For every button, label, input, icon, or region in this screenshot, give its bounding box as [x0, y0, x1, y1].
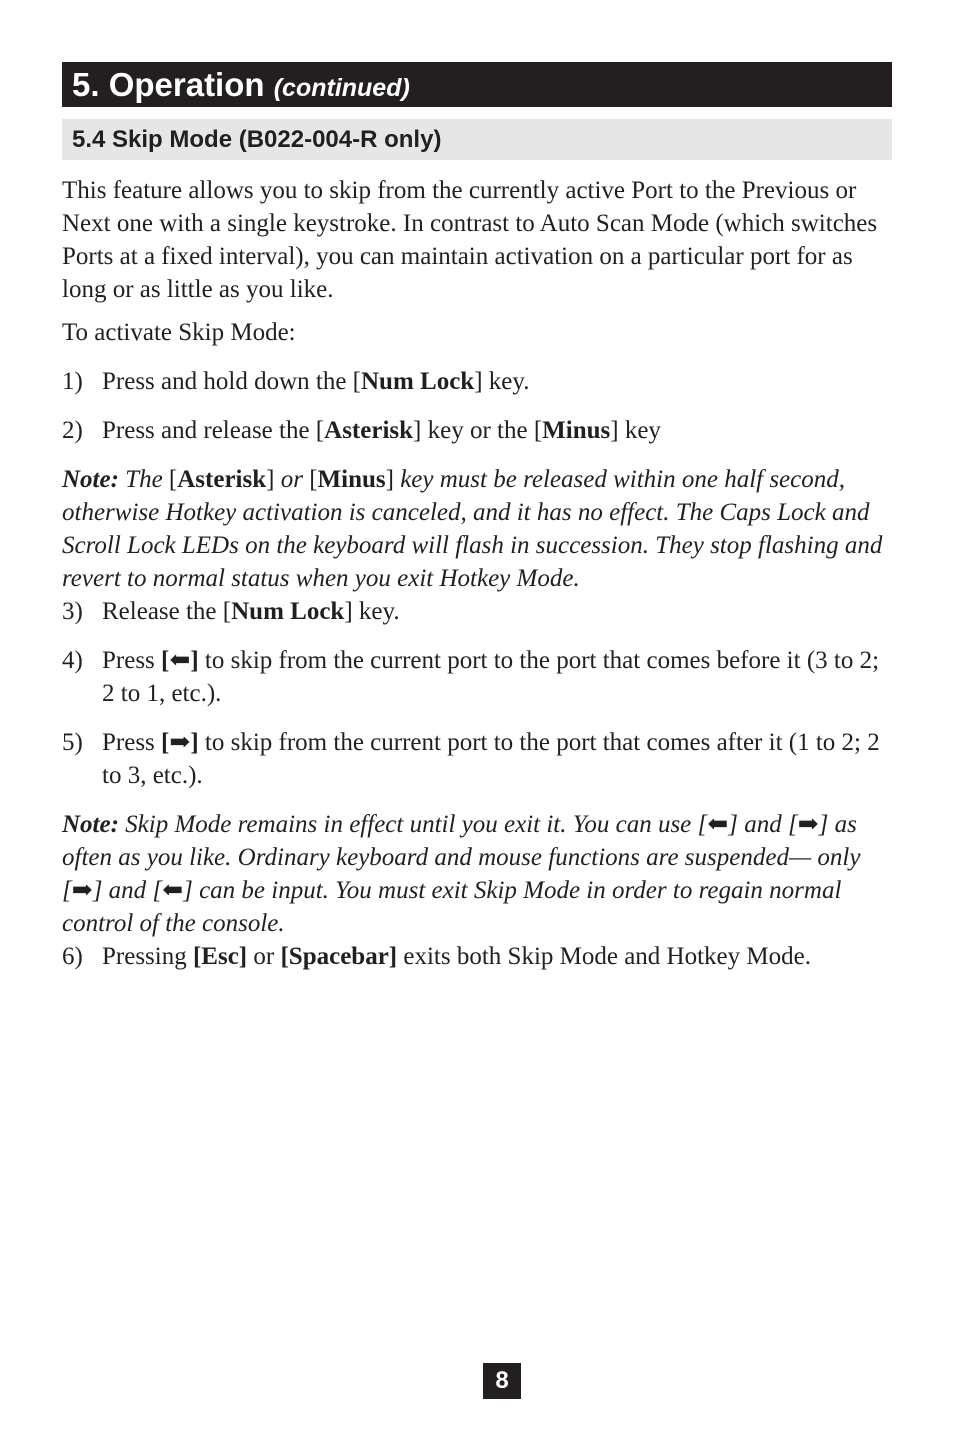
note-label: Note:: [62, 811, 119, 838]
step-1: [62, 365, 892, 398]
key-name: [Spacebar]: [280, 943, 398, 970]
continued-label: (continued): [273, 74, 410, 102]
step-text: Press and release the [Asterisk] key or the [Minus] key: [102, 417, 661, 444]
left-arrow-key: [⬅]: [161, 647, 199, 674]
note-hotkey-timing: Note: The [Asterisk] or [Minus] key must be released within one half second, otherwise Hotkey activation is canceled, and it has no effect. The Caps Lock and Scroll Lock LEDs on the keyboard will flash in succession. They stop flashing and revert to normal status when you exit Hotkey Mode.: [62, 466, 883, 592]
step-5: [62, 726, 892, 792]
step-2: [62, 414, 892, 447]
subsection-header: [62, 119, 892, 160]
key-name: [Esc]: [192, 943, 248, 970]
right-arrow-icon: ➡: [71, 877, 93, 904]
step-number: 2): [62, 417, 83, 444]
step-number: 1): [62, 368, 83, 395]
key-name: Minus: [317, 466, 386, 493]
step-number: 3): [62, 598, 83, 625]
note-label: Note:: [62, 466, 119, 493]
lead-paragraph: To activate Skip Mode:: [62, 319, 296, 346]
step-number: 4): [62, 647, 83, 674]
page-number: 8: [483, 1363, 521, 1399]
step-3: [62, 595, 892, 628]
key-name: Minus: [542, 417, 611, 444]
right-arrow-icon: ➡: [797, 811, 819, 838]
step-text: Press [➡] to skip from the current port to the port that comes after it (1 to 2; 2 to 3, etc.).: [102, 729, 880, 789]
intro-paragraph: This feature allows you to skip from the currently active Port to the Previous or Next one with a single keystroke. In contrast to Auto Scan Mode (which switches Ports at a fixed interval), you can maintain activation on a particular port for as long or as little as you like.: [62, 177, 878, 303]
section-header: [62, 62, 892, 107]
step-4: [62, 644, 892, 710]
step-6: [62, 940, 892, 973]
step-text: Release the [Num Lock] key.: [102, 598, 400, 625]
section-header-title: 5. Operation: [72, 66, 265, 103]
left-arrow-icon: ⬅: [162, 877, 184, 904]
step-text: Press and hold down the [Num Lock] key.: [102, 368, 530, 395]
step-text: Pressing [Esc] or [Spacebar] exits both Skip Mode and Hotkey Mode.: [102, 943, 811, 970]
key-name: Asterisk: [324, 417, 414, 444]
right-arrow-key: [➡]: [161, 729, 199, 756]
note-skip-mode: Note: Skip Mode remains in effect until you exit it. You can use [⬅] and [➡] as often as you like. Ordinary keyboard and mouse functions are suspended— only [➡] and [⬅] can be input. You must exit Skip Mode in order to regain normal control of the console.: [62, 811, 861, 937]
key-name: Asterisk: [177, 466, 267, 493]
left-arrow-icon: ⬅: [707, 811, 729, 838]
step-text: Press [⬅] to skip from the current port to the port that comes before it (3 to 2; 2 to 1, etc.).: [102, 647, 880, 707]
subsection-title: 5.4 Skip Mode (B022-004-R only): [72, 126, 442, 153]
key-name: Num Lock: [231, 598, 345, 625]
step-number: 5): [62, 729, 83, 756]
step-number: 6): [62, 943, 83, 970]
key-name: Num Lock: [361, 368, 475, 395]
document-body: [62, 174, 892, 989]
